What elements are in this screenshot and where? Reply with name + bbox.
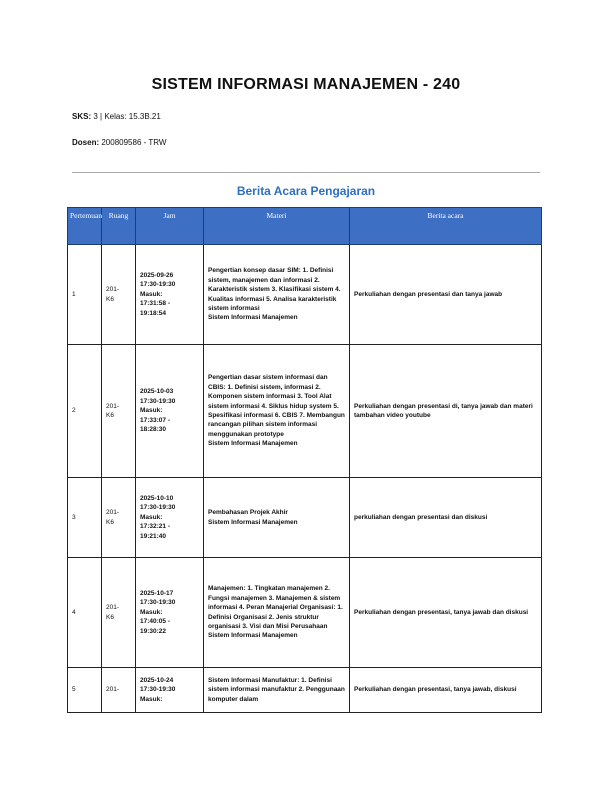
dosen-value: 200809586 - TRW <box>101 138 167 147</box>
dosen-label: Dosen: <box>72 138 100 147</box>
cell-jam: 2025-10-10 17:30-19:30 Masuk: 17:32:21 - 19:21:40 <box>136 478 204 558</box>
cell-pertemuan: 1 <box>68 245 102 345</box>
cell-pertemuan: 3 <box>68 478 102 558</box>
header-pertemuan: Pertemuan <box>68 208 102 245</box>
cell-materi: Pembahasan Projek Akhir Sistem Informasi Manajemen <box>204 478 350 558</box>
cell-berita-acara: Perkuliahan dengan presentasi, tanya jawab, diskusi <box>350 668 542 713</box>
cell-ruang: 201- <box>102 668 136 713</box>
cell-jam: 2025-10-24 17:30-19:30 Masuk: <box>136 668 204 713</box>
table-row <box>68 478 542 558</box>
cell-ruang: 201- K6 <box>102 345 136 478</box>
cell-materi: Pengertian dasar sistem informasi dan CBIS: 1. Definisi sistem, informasi 2. Komponen sistem informasi 3. Tool Alat sistem informasi 4. Siklus hidup system 5. Spesifikasi informasi 6. CBIS 7. Membangun rancangan pilihan sistem informasi menggunakan prototype Sistem Informasi Manajemen <box>204 345 350 478</box>
sks-label: SKS: <box>72 112 92 121</box>
cell-jam: 2025-10-17 17:30-19:30 Masuk: 17:40:05 - 19:30:22 <box>136 558 204 668</box>
cell-materi: Sistem Informasi Manufaktur: 1. Definisi sistem informasi manufaktur 2. Penggunaan komputer dalam <box>204 668 350 713</box>
cell-berita-acara: Perkuliahan dengan presentasi di, tanya jawab dan materi tambahan video youtube <box>350 345 542 478</box>
sks-value: 3 | Kelas: 15.3B.21 <box>93 112 161 121</box>
table-row <box>68 668 542 713</box>
table-row <box>68 558 542 668</box>
page-title: SISTEM INFORMASI MANAJEMEN - 240 <box>151 76 461 93</box>
table-header-row <box>68 208 542 245</box>
cell-ruang: 201- K6 <box>102 558 136 668</box>
table-row <box>68 245 542 345</box>
cell-ruang: 201- K6 <box>102 478 136 558</box>
table-row <box>68 345 542 478</box>
course-dosen-line <box>72 138 166 147</box>
section-title: Berita Acara Pengajaran <box>236 184 376 198</box>
header-berita-acara: Berita acara <box>350 208 542 245</box>
cell-pertemuan: 4 <box>68 558 102 668</box>
cell-berita-acara: Perkuliahan dengan presentasi dan tanya jawab <box>350 245 542 345</box>
header-materi: Materi <box>204 208 350 245</box>
cell-pertemuan: 2 <box>68 345 102 478</box>
berita-acara-table <box>67 207 542 713</box>
cell-berita-acara: perkuliahan dengan presentasi dan diskusi <box>350 478 542 558</box>
cell-materi: Manajemen: 1. Tingkatan manajemen 2. Fungsi manajemen 3. Manajemen & sistem informasi 4. Peran Manajerial Organisasi: 1. Definisi Organisasi 2. Jenis struktur organisasi 3. Visi dan Misi Perusahaan Sistem Informasi Manajemen <box>204 558 350 668</box>
header-jam: Jam <box>136 208 204 245</box>
cell-pertemuan: 5 <box>68 668 102 713</box>
horizontal-divider <box>72 172 540 173</box>
cell-ruang: 201- K6 <box>102 245 136 345</box>
cell-berita-acara: Perkuliahan dengan presentasi, tanya jawab dan diskusi <box>350 558 542 668</box>
header-ruang: Ruang <box>102 208 136 245</box>
cell-materi: Pengertian konsep dasar SIM: 1. Definisi sistem, manajemen dan informasi 2. Karakteristik sistem 3. Klasifikasi sistem 4. Kualitas informasi 5. Analisa karakteristik sistem informasi Sistem Informasi Manajemen <box>204 245 350 345</box>
cell-jam: 2025-09-26 17:30-19:30 Masuk: 17:31:58 - 19:18:54 <box>136 245 204 345</box>
course-sks-line <box>72 112 161 121</box>
cell-jam: 2025-10-03 17:30-19:30 Masuk: 17:33:07 - 18:28:30 <box>136 345 204 478</box>
